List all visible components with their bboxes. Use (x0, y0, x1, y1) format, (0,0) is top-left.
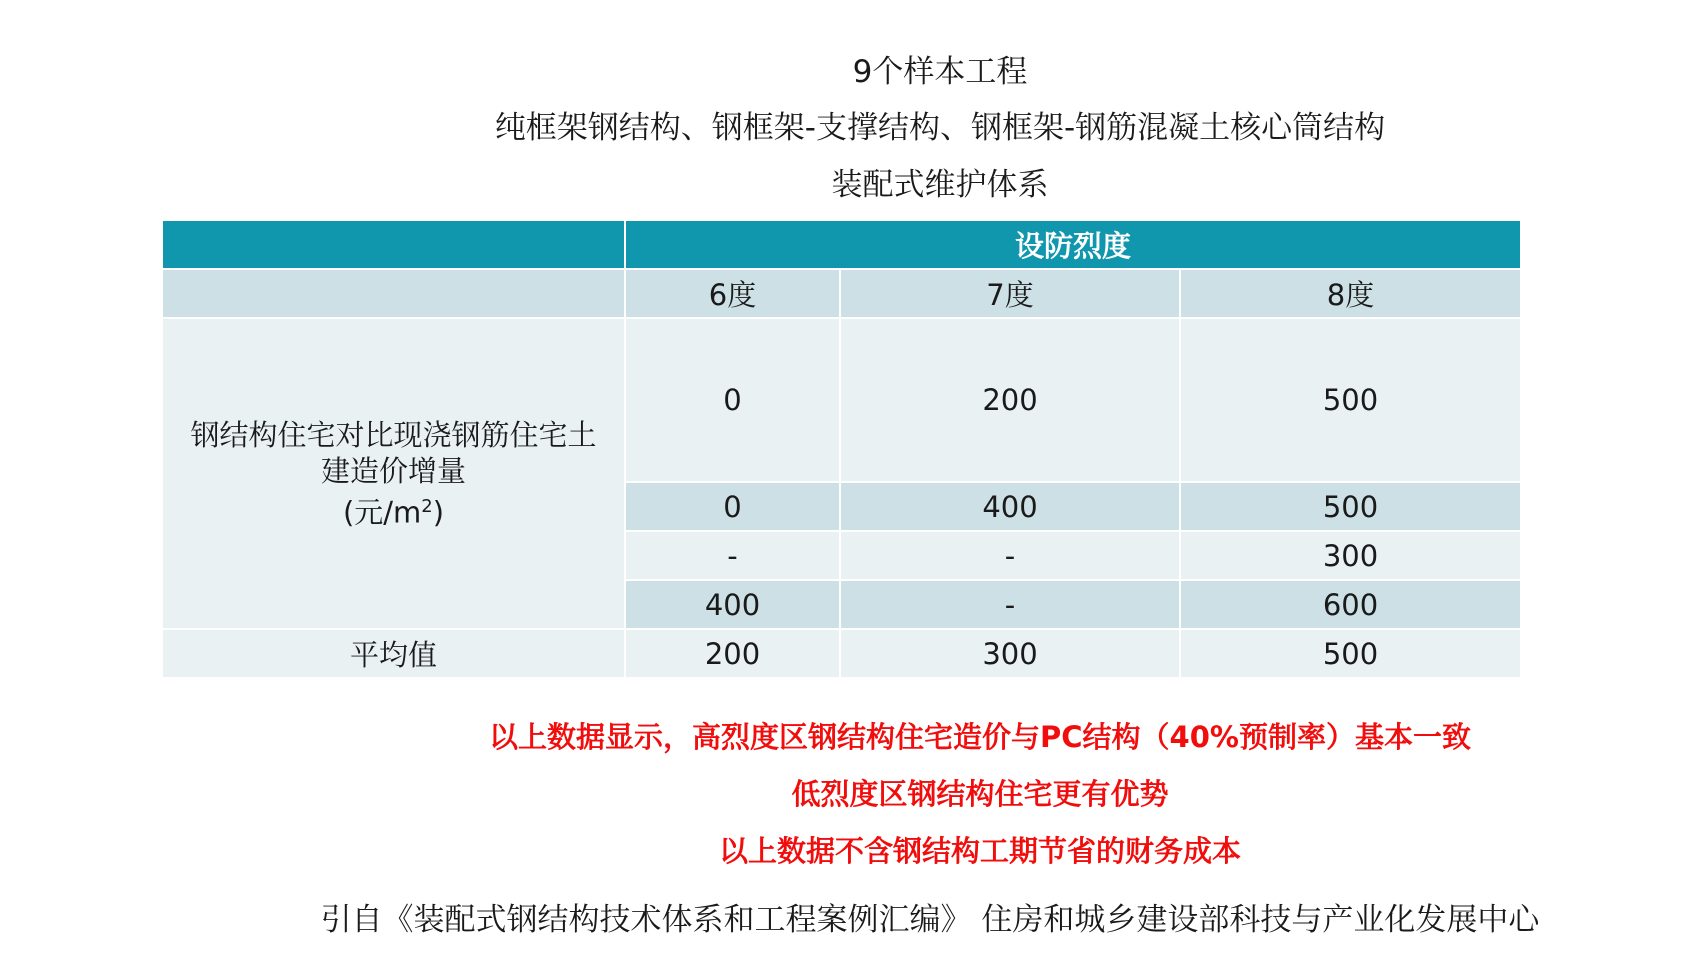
cell-value: 400 (625, 580, 840, 629)
cell-value: 500 (1180, 318, 1521, 482)
cell-value: 600 (1180, 580, 1521, 629)
row-label-line1: 钢结构住宅对比现浇钢筋住宅土 (190, 417, 597, 452)
cell-value: - (625, 531, 840, 580)
cost-increase-table (161, 219, 1522, 679)
row-label-cost-increase (162, 318, 625, 629)
cell-value: - (840, 531, 1180, 580)
cell-value: 400 (840, 482, 1180, 531)
table-band-header-row (162, 220, 1521, 269)
average-row (162, 629, 1521, 678)
conclusion-note-high-intensity: 以上数据显示，高烈度区钢结构住宅造价与PC结构（40%预制率）基本一致 (489, 720, 1471, 754)
row-label-unit: (元$/m^2$) (342, 495, 445, 530)
heading-structure-types: 纯框架钢结构、钢框架-支撑结构、钢框架-钢筋混凝土核心筒结构 (494, 110, 1386, 146)
cell-value: - (840, 580, 1180, 629)
subheader-blank-cell (162, 269, 625, 318)
cell-value: 200 (840, 318, 1180, 482)
band-header-blank-cell (162, 220, 625, 269)
average-value-6-degree: 200 (625, 629, 840, 678)
seismic-intensity-header: 设防烈度 (625, 220, 1521, 269)
row-label-line2: 建造价增量 (320, 453, 466, 488)
intensity-column-header-row (162, 269, 1521, 318)
table-row (162, 318, 1521, 482)
cell-value: 0 (625, 482, 840, 531)
cell-value: 500 (1180, 482, 1521, 531)
column-header-8-degree: 8度 (1180, 269, 1521, 318)
heading-envelope-system: 装配式维护体系 (831, 167, 1049, 203)
average-value-7-degree: 300 (840, 629, 1180, 678)
column-header-7-degree: 7度 (840, 269, 1180, 318)
source-citation: 引自《装配式钢结构技术体系和工程案例汇编》 住房和城乡建设部科技与产业化发展中心 (320, 902, 1540, 938)
average-value-8-degree: 500 (1180, 629, 1521, 678)
heading-sample-count: 9个样本工程 (852, 54, 1028, 90)
conclusion-note-financial-cost: 以上数据不含钢结构工期节省的财务成本 (718, 834, 1241, 868)
conclusion-note-low-intensity: 低烈度区钢结构住宅更有优势 (791, 777, 1169, 811)
cell-value: 0 (625, 318, 840, 482)
average-label: 平均值 (162, 629, 625, 678)
cell-value: 300 (1180, 531, 1521, 580)
column-header-6-degree: 6度 (625, 269, 840, 318)
